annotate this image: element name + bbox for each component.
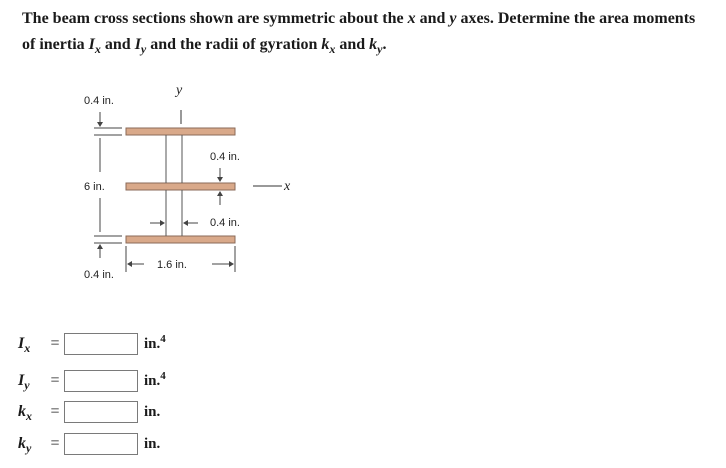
answer-row-Iy xyxy=(18,368,166,394)
problem-text: . xyxy=(382,36,387,53)
var-x: x xyxy=(407,10,416,27)
kx-input[interactable] xyxy=(64,401,138,423)
arrowhead-top xyxy=(97,122,103,127)
x-axis-label: x xyxy=(284,179,291,194)
var-kx: k xyxy=(321,36,330,53)
equals-sign: = xyxy=(50,372,60,389)
arrowhead-mid-upper xyxy=(217,177,223,182)
arrowhead-width-right xyxy=(229,261,234,267)
var-Iy-sub: y xyxy=(140,42,147,56)
label-height: 6 in. xyxy=(84,181,105,193)
answer-var xyxy=(18,335,46,353)
beam-cross-section-figure xyxy=(70,80,330,290)
answer-row-Ix xyxy=(18,331,166,357)
problem-text: and xyxy=(100,36,135,53)
answer-unit xyxy=(144,404,160,421)
answer-sym: I xyxy=(18,335,25,352)
equals-sign: = xyxy=(50,403,60,420)
arrowhead-web-left xyxy=(160,220,165,226)
top-flange xyxy=(126,128,235,135)
problem-statement xyxy=(22,6,712,58)
answer-var xyxy=(18,372,46,390)
label-width: 1.6 in. xyxy=(157,259,187,271)
ky-input[interactable] xyxy=(64,433,138,455)
unit-text: in. xyxy=(144,335,161,352)
answer-sym: k xyxy=(18,435,26,452)
bottom-flange xyxy=(126,236,235,243)
problem-text: and xyxy=(335,36,370,53)
var-y: y xyxy=(449,10,457,27)
Ix-input[interactable] xyxy=(64,333,138,355)
unit-text: in. xyxy=(144,372,161,389)
var-kx-sub: x xyxy=(329,42,336,56)
answer-sub: x xyxy=(24,341,31,355)
unit-exponent: 4 xyxy=(160,369,166,382)
unit-text: in. xyxy=(144,403,161,420)
answer-var xyxy=(18,403,46,421)
y-axis-label: y xyxy=(176,83,183,98)
label-top-thickness: 0.4 in. xyxy=(84,95,114,107)
answer-var xyxy=(18,435,46,453)
arrowhead-web-right xyxy=(183,220,188,226)
problem-text: The beam cross sections shown are symmetric about the xyxy=(22,10,408,27)
equals-sign: = xyxy=(50,435,60,452)
answer-sub: x xyxy=(26,409,32,423)
arrowhead-width-left xyxy=(127,261,132,267)
answer-sub: y xyxy=(24,378,30,392)
Iy-input[interactable] xyxy=(64,370,138,392)
arrowhead-bottom xyxy=(97,244,103,249)
var-ky: k xyxy=(369,36,378,53)
var-ky-sub: y xyxy=(377,42,383,56)
var-Ix: I xyxy=(88,36,95,53)
answer-sym: I xyxy=(18,372,25,389)
answer-row-ky xyxy=(18,431,160,457)
problem-text: and xyxy=(415,10,450,27)
var-Ix-sub: x xyxy=(94,42,101,56)
answer-unit xyxy=(144,369,166,390)
label-mid-lower: 0.4 in. xyxy=(210,217,240,229)
middle-flange xyxy=(126,183,235,190)
equals-sign: = xyxy=(50,335,60,352)
problem-text: axes. Determine the area moments of inertia xyxy=(22,10,696,53)
unit-exponent: 4 xyxy=(160,332,166,345)
answer-row-kx xyxy=(18,399,160,425)
arrowhead-mid-lower xyxy=(217,191,223,196)
var-Iy: I xyxy=(134,36,141,53)
cross-section-diagram xyxy=(70,80,330,290)
unit-text: in. xyxy=(144,435,161,452)
answer-sym: k xyxy=(18,403,26,420)
answer-unit xyxy=(144,436,160,453)
answer-unit xyxy=(144,332,166,353)
problem-text: and the radii of gyration xyxy=(146,36,322,53)
label-mid-upper: 0.4 in. xyxy=(210,151,240,163)
label-bottom-thickness: 0.4 in. xyxy=(84,269,114,281)
answer-sub: y xyxy=(26,441,32,455)
